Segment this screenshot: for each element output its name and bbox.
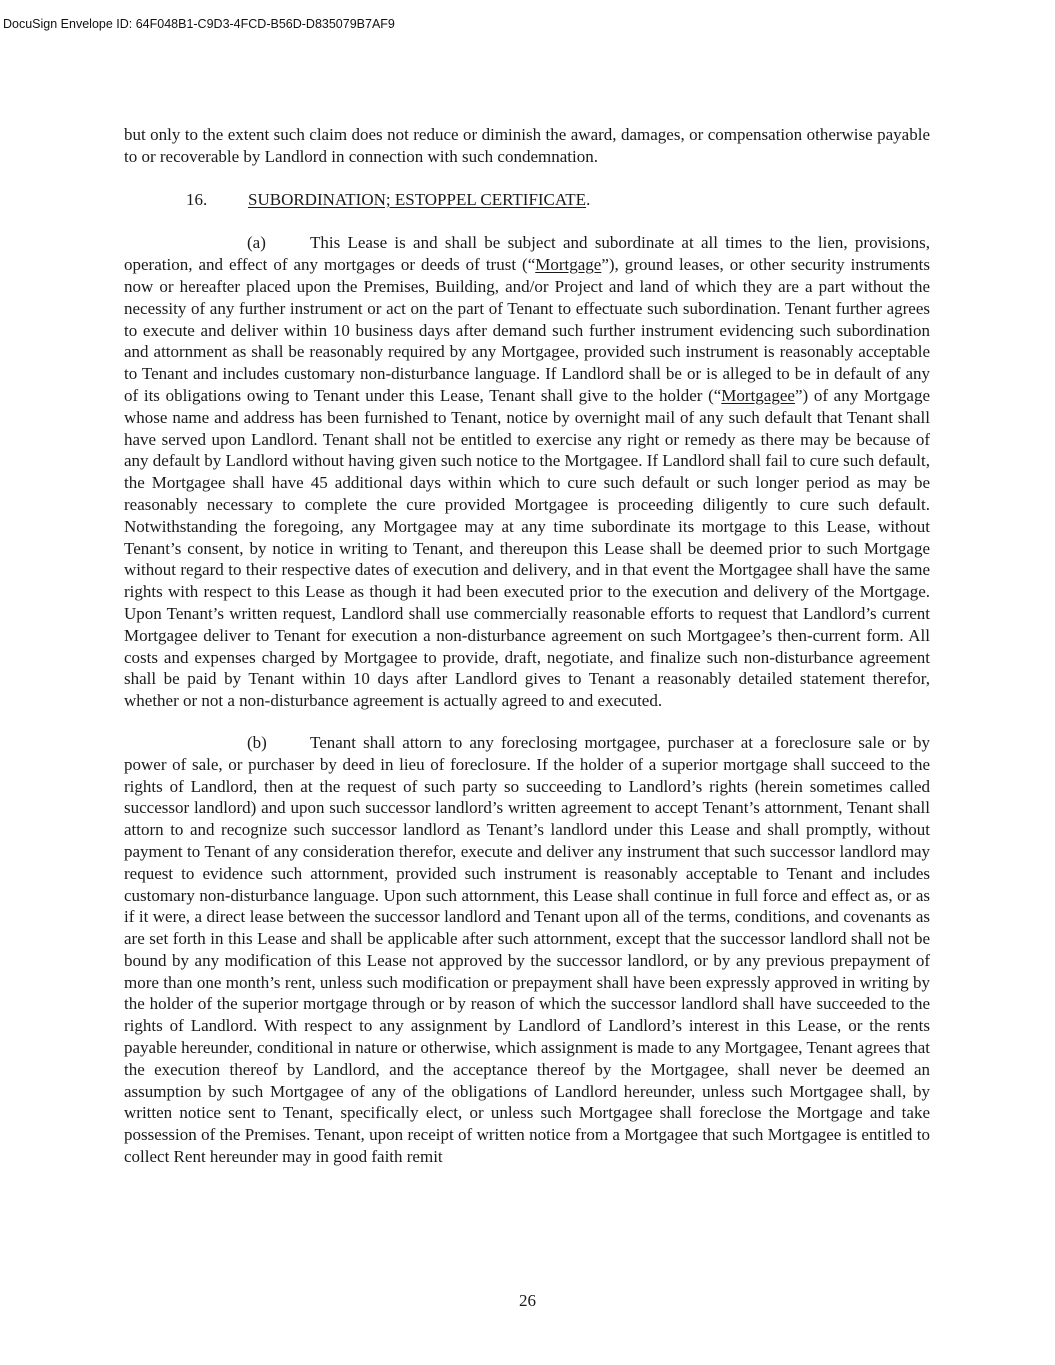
continuation-paragraph: but only to the extent such claim does not reduce or diminish the award, damages, or compensation otherwise payable to or recoverable by Landlord in connection with such condemnation.	[124, 125, 930, 166]
document-page-body	[124, 124, 930, 1188]
paragraph-b-text: Tenant shall attorn to any foreclosing mortgagee, purchaser at a foreclosure sale or by power of sale, or purchaser by deed in lieu of foreclosure. If the holder of a superior mortgage shall succeed to the rights of Landlord, then at the request of such party so succeeding to Landlord’s rights (herein sometimes called successor landlord) and upon such successor landlord’s written agreement to accept Tenant’s attornment, Tenant shall attorn to and recognize such successor landlord as Tenant’s landlord under this Lease and shall promptly, without payment to Tenant of any consideration therefor, execute and deliver any instrument that such successor landlord may request to evidence such attornment, provided such instrument is reasonably acceptable to Tenant and includes customary non-disturbance language. Upon such attornment, this Lease shall continue in full force and effect as, or as if it were, a direct lease between the successor landlord and Tenant upon all of the terms, conditions, and covenants as are set forth in this Lease and shall be applicable after such attornment, except that the successor landlord shall not be bound by any modification of this Lease not approved by the successor landlord, or by any previous prepayment of more than one month’s rent, unless such modification or prepayment shall have been expressly approved in writing by the holder of the superior mortgage through or by reason of which the successor landlord shall have succeeded to the rights of Landlord. With respect to any assignment by Landlord of Landlord’s interest in this Lease, or the rents payable hereunder, conditional in nature or otherwise, which assignment is made to any Mortgagee, Tenant agrees that the execution thereof by Landlord, and the acceptance thereof by the Mortgagee, shall never be deemed an assumption by such Mortgagee of any of the obligations of Landlord hereunder, unless such Mortgagee shall, by written notice sent to Tenant, specifically elect, or unless such Mortgagee shall foreclose the Mortgage and take possession of the Premises. Tenant, upon receipt of written notice from a Mortgagee that such Mortgagee is entitled to collect Rent hereunder may in good faith remit	[124, 732, 930, 1167]
section-title: SUBORDINATION; ESTOPPEL CERTIFICATE	[248, 189, 587, 209]
paragraph-b	[124, 732, 930, 1168]
paragraph-a-label: (a)	[247, 233, 266, 253]
paragraph-a	[124, 232, 930, 712]
section-title-period: .	[586, 189, 591, 209]
defined-term-mortgagee: Mortgagee	[721, 385, 795, 405]
docusign-envelope-id: DocuSign Envelope ID: 64F048B1-C9D3-4FCD-B56D-D835079B7AF9	[3, 17, 395, 31]
paragraph-a-text-2: ”), ground leases, or other security instruments now or hereafter placed upon the Premises, Building, and/or Project and land of which they are a part without the necessity of any further instrument or act on the part of Tenant to effectuate such subordination. Tenant further agrees to execute and deliver within 10 business days after demand such further instrument evidencing such subordination and attornment as shall be reasonably required by any Mortgagee, provided such instrument is reasonably acceptable to Tenant and includes customary non-disturbance language. If Landlord shall be or is alleged to be in default of any of its obligations owing to Tenant under this Lease, Tenant shall give to the holder (“	[124, 255, 930, 405]
paragraph-a-text-3: ”) of any Mortgage whose name and address has been furnished to Tenant, notice by overnight mail of any such default that Tenant shall have served upon Landlord. Tenant shall not be entitled to exercise any right or remedy as there may be because of any default by Landlord without having given such notice to the Mortgagee. If Landlord shall fail to cure such default, the Mortgagee shall have 45 additional days within which to cure such default or such longer period as may be reasonably necessary to complete the cure provided Mortgagee is proceeding diligently to cure such default. Notwithstanding the foregoing, any Mortgagee may at any time subordinate its mortgage to this Lease, without Tenant’s consent, by notice in writing to Tenant, and thereupon this Lease shall be deemed prior to such Mortgage without regard to their respective dates of execution and delivery, and in that event the Mortgagee shall have the same rights with respect to this Lease as though it had been executed prior to the execution and delivery of the Mortgage. Upon Tenant’s written request, Landlord shall use commercially reasonable efforts to request that Landlord’s current Mortgagee deliver to Tenant for execution a non-disturbance agreement on such Mortgagee’s then-current form. All costs and expenses charged by Mortgagee to provide, draft, negotiate, and finalize such non-disturbance agreement shall be paid by Tenant within 10 days after Landlord gives to Tenant a reasonably detailed statement therefor, whether or not a non-disturbance agreement is actually agreed to and executed.	[124, 385, 930, 711]
section-number: 16.	[186, 189, 208, 209]
section-heading	[124, 189, 930, 211]
paragraph-a-text-1: This Lease is and shall be subject and subordinate at all times to the lien, provisions, operation, and effect of any mortgages or deeds of trust (“	[124, 233, 930, 275]
defined-term-mortgage: Mortgage	[535, 255, 602, 275]
paragraph-b-label: (b)	[247, 732, 267, 752]
page-number: 26	[519, 1291, 536, 1310]
